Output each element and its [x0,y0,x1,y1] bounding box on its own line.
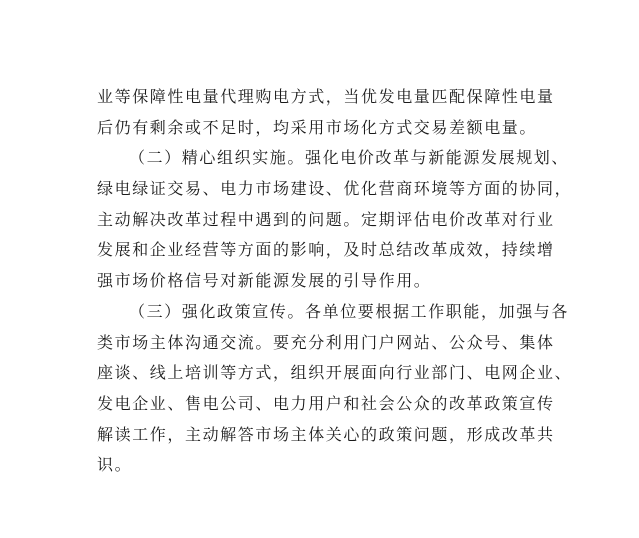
text-line-8-section-three: （三）强化政策宣传。各单位要根据工作职能，加强与各 [129,301,570,321]
text-line-10: 座谈、线上培训等方式，组织开展面向行业部门、电网企业、 [97,363,573,383]
text-line-4: 绿电绿证交易、电力市场建设、优化营商环境等方面的协同， [97,179,573,199]
text-line-1: 业等保障性电量代理购电方式，当优发电量匹配保障性电量 [97,87,555,106]
text-line-5: 主动解决改革过程中遇到的问题。定期评估电价改革对行业 [97,209,555,229]
text-line-2: 后仍有剩余或不足时，均采用市场化方式交易差额电量。 [97,117,538,137]
text-line-7: 强市场价格信号对新能源发展的引导作用。 [97,271,432,291]
body-text [97,82,573,481]
text-line-3-section-two: （二）精心组织实施。强化电价改革与新能源发展规划、 [129,148,570,168]
text-line-6: 发展和企业经营等方面的影响，及时总结改革成效，持续增 [97,240,555,260]
text-line-12: 解读工作，主动解答市场主体关心的政策问题，形成改革共 [97,424,555,444]
text-line-9: 类市场主体沟通交流。要充分利用门户网站、公众号、集体 [97,332,555,352]
text-line-13: 识。 [97,455,133,475]
text-line-11: 发电企业、售电公司、电力用户和社会公众的改革政策宣传 [97,393,555,413]
